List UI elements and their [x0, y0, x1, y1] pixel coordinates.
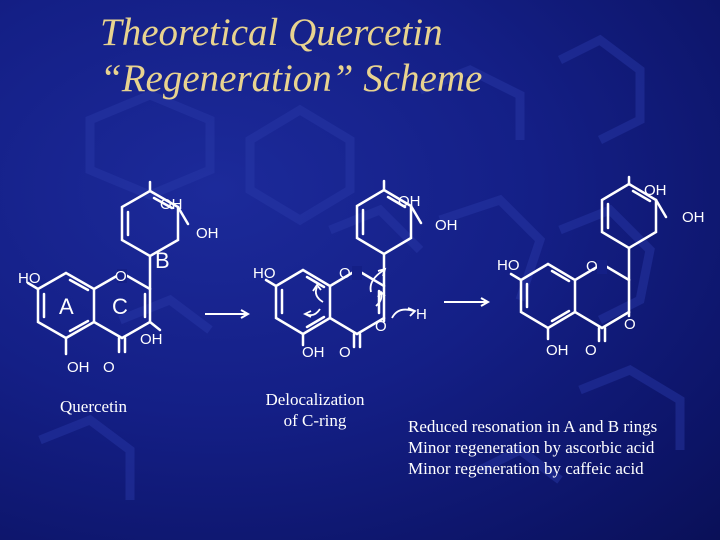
caption-product-notes: [408, 416, 657, 479]
s3-ho-7-label: HO: [497, 257, 520, 274]
s2-h-label: H: [416, 306, 427, 323]
s2-o-4-label: O: [339, 344, 351, 361]
s3-oh-b3-label: OH: [682, 209, 705, 226]
delocalized-structure: [253, 181, 458, 361]
caption-delocalization-line-1: Delocalization: [265, 390, 365, 409]
s1-oh-b3-label: OH: [196, 225, 219, 242]
note-caffeic-acid: Minor regeneration by caffeic acid: [408, 459, 644, 478]
s2-oh-5-label: OH: [302, 344, 325, 361]
reaction-arrow-1: [205, 310, 248, 318]
ring-b-label: B: [155, 248, 170, 273]
s3-o-3-label: O: [624, 316, 636, 333]
product-structure: [497, 177, 705, 359]
caption-delocalization-line-2: of C-ring: [283, 411, 347, 430]
s2-oh-b4-label: OH: [398, 193, 421, 210]
quercetin-structure: [18, 182, 219, 376]
caption-delocalization: [252, 389, 378, 431]
s1-oh-3-label: OH: [140, 331, 163, 348]
s3-o-4-label: O: [585, 342, 597, 359]
s2-ho-7-label: HO: [253, 265, 276, 282]
s3-o-ring-label: O: [586, 258, 598, 275]
s1-o-ring-label: O: [115, 268, 127, 285]
title-line-1: Theoretical Quercetin: [100, 11, 443, 54]
s3-oh-b4-label: OH: [644, 182, 667, 199]
s2-o-ring-label: O: [339, 265, 351, 282]
s1-o-4-label: O: [103, 359, 115, 376]
s1-oh-5-label: OH: [67, 359, 90, 376]
s1-oh-b4-label: OH: [160, 196, 183, 213]
s3-oh-5-label: OH: [546, 342, 569, 359]
note-reduced-resonation: Reduced resonation in A and B rings: [408, 417, 658, 436]
s2-o-3-label: O: [375, 318, 387, 335]
title-line-2: “Regeneration” Scheme: [100, 57, 483, 100]
s1-ho-7-label: HO: [18, 270, 41, 287]
ring-c-label: C: [112, 294, 128, 319]
reaction-arrow-2: [444, 298, 488, 306]
caption-quercetin: Quercetin: [60, 397, 128, 416]
ring-a-label: A: [59, 294, 74, 319]
s2-oh-b3-label: OH: [435, 217, 458, 234]
note-ascorbic-acid: Minor regeneration by ascorbic acid: [408, 438, 655, 457]
